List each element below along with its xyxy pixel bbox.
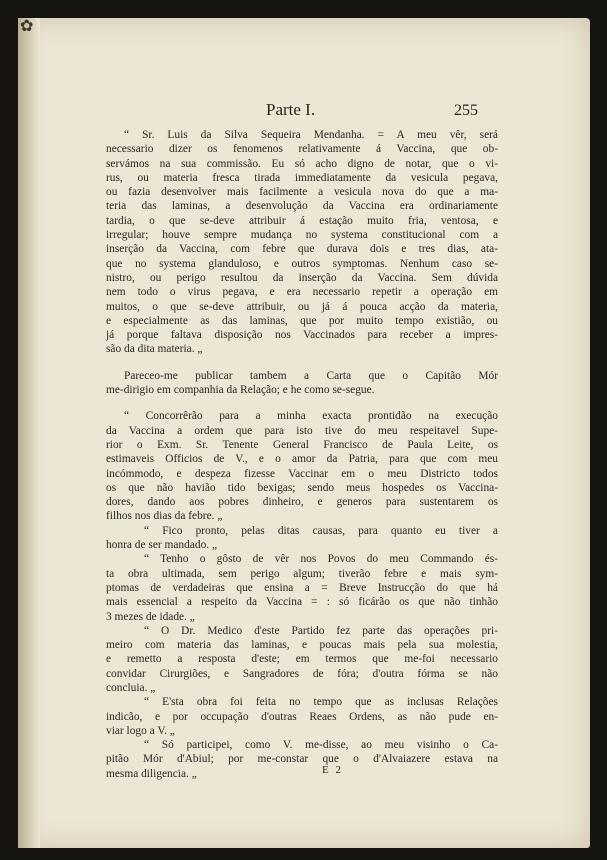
text-line: estimaveis Officios de V., e o amor da Patria, para que com meu bbox=[106, 453, 498, 466]
text-line: “ Tenho o gôsto de vêr nos Povos do meu Commando és- bbox=[144, 553, 498, 566]
text-line: muitos, o que se-deve attribuir, ou já á pouca acção da materia, bbox=[106, 300, 498, 313]
book-page bbox=[18, 18, 590, 848]
text-line: nem todo o virus pegava, e era necessario repetir a operação em bbox=[106, 286, 498, 299]
text-line: Pareceo-me publicar tambem a Carta que o Capitão Mór bbox=[124, 369, 498, 382]
text-line: que no systema glanduloso, e outros symptomas. Nenhum caso se- bbox=[106, 257, 498, 270]
text-line: dores, dando aos pobres dinheiro, e generos para sustentarem os bbox=[106, 496, 498, 509]
text-line: mesma diligencia. „ bbox=[106, 767, 197, 780]
text-line: rus, ou materia fresca tirada immediatamente da vesicula pegava, bbox=[106, 171, 498, 184]
text-line: “ E'sta obra foi feita no tempo que as inclusas Relações bbox=[144, 696, 498, 709]
text-line: convidar Cirurgiões, e Sangradores de fóra; d'outra fórma se não bbox=[106, 667, 498, 680]
text-line: da Vaccina a ordem que para isto tive do meu respeitavel Supe- bbox=[106, 424, 498, 437]
text-line: necessario dizer os fenomenos relativamente á Vaccina, que ob- bbox=[106, 143, 498, 156]
text-line: 3 mezes de idade. „ bbox=[106, 610, 195, 623]
text-line: servámos na sua commissão. Eu só acho digno de notar, que o vi- bbox=[106, 157, 498, 170]
page-gutter bbox=[18, 18, 40, 848]
text-line: já porque faltava disposição nos Vaccinados para receber a impres- bbox=[106, 329, 498, 342]
text-line: ou fazia desenvolver mais facilmente a vesicula nova do que a ma- bbox=[106, 186, 498, 199]
text-line: “ Fico pronto, pelas ditas causas, para quanto eu tiver a bbox=[144, 524, 498, 537]
text-line: e remetto a resposta d'este; em termos que me-foi necessario bbox=[106, 653, 498, 666]
text-line: indicão, e por occupação d'outras Reaes Ordens, as não pude en- bbox=[106, 710, 498, 723]
text-line: “ Só participei, como V. me-disse, ao meu visinho o Ca- bbox=[144, 739, 498, 752]
paragraph-letter-mendanha bbox=[106, 128, 498, 357]
text-line: rior o Exm. Sr. Tenente General Francisco de Paula Leite, os bbox=[106, 438, 498, 451]
corner-ornament: ✿ bbox=[20, 16, 34, 35]
text-line: “ Concorrêrão para a minha exacta prontidão na execução bbox=[124, 410, 498, 423]
body-text bbox=[106, 128, 498, 793]
text-line: honra de ser mandado. „ bbox=[106, 539, 218, 552]
paragraph-letter-capitao-mor bbox=[106, 409, 498, 781]
text-line: mais essencial a respeito da Vaccina = : só ficárão os que não tinhão bbox=[106, 596, 498, 609]
text-line: tardia, o que se-deve attribuir á estação muito fria, ventosa, e bbox=[106, 214, 498, 227]
text-line: incómmodo, e despeza fizesse Vaccinar em o meu Districto todos bbox=[106, 467, 498, 480]
page-number: 255 bbox=[454, 102, 478, 119]
text-line: são da dita materia. „ bbox=[106, 343, 203, 356]
text-line: inserção da Vaccina, com febre que durava dois e tres dias, ata- bbox=[106, 243, 498, 256]
text-line: nistro, ou perigo resultou da inserção da Vaccina. Sem dúvida bbox=[106, 271, 498, 284]
text-line: “ O Dr. Medico d'este Partido fez parte das operações pri- bbox=[144, 624, 498, 637]
signature-mark: E 2 bbox=[322, 764, 343, 776]
text-line: ta obra ultimada, sem perigo algum; tiverão febre e mais sym- bbox=[106, 567, 498, 580]
text-line: me-dirigio em companhia da Relação; e he como se-segue. bbox=[106, 384, 375, 397]
text-line: viar logo a V. „ bbox=[106, 724, 175, 737]
text-line: teria das laminas, a desenvolução da Vaccina era ordinariamente bbox=[106, 200, 498, 213]
running-title: Parte I. bbox=[266, 100, 316, 119]
running-head bbox=[18, 100, 590, 124]
text-line: meiro com materia das laminas, e poucas mais pela sua molestia, bbox=[106, 639, 498, 652]
paragraph-intro-carta bbox=[106, 369, 498, 398]
text-line: os que não havião tido bexigas; sendo meus hospedes os Vaccina- bbox=[106, 481, 498, 494]
text-line: concluia. „ bbox=[106, 681, 156, 694]
text-line: filhos nos dias da febre. „ bbox=[106, 510, 223, 523]
text-line: pitão Mór d'Abiul; por me-constar que o d'Alvaiazere estava na bbox=[106, 753, 498, 766]
text-line: ptomas de verdadeiras que ensina a = Breve Instrucção do que há bbox=[106, 581, 498, 594]
text-line: “ Sr. Luis da Silva Sequeira Mendanha. = A meu vêr, será bbox=[124, 129, 498, 141]
text-line: irregular; houve sempre mudança no systema constitucional com a bbox=[106, 229, 498, 242]
text-line: e especialmente as das laminas, que por muito tempo existião, ou bbox=[106, 314, 498, 327]
